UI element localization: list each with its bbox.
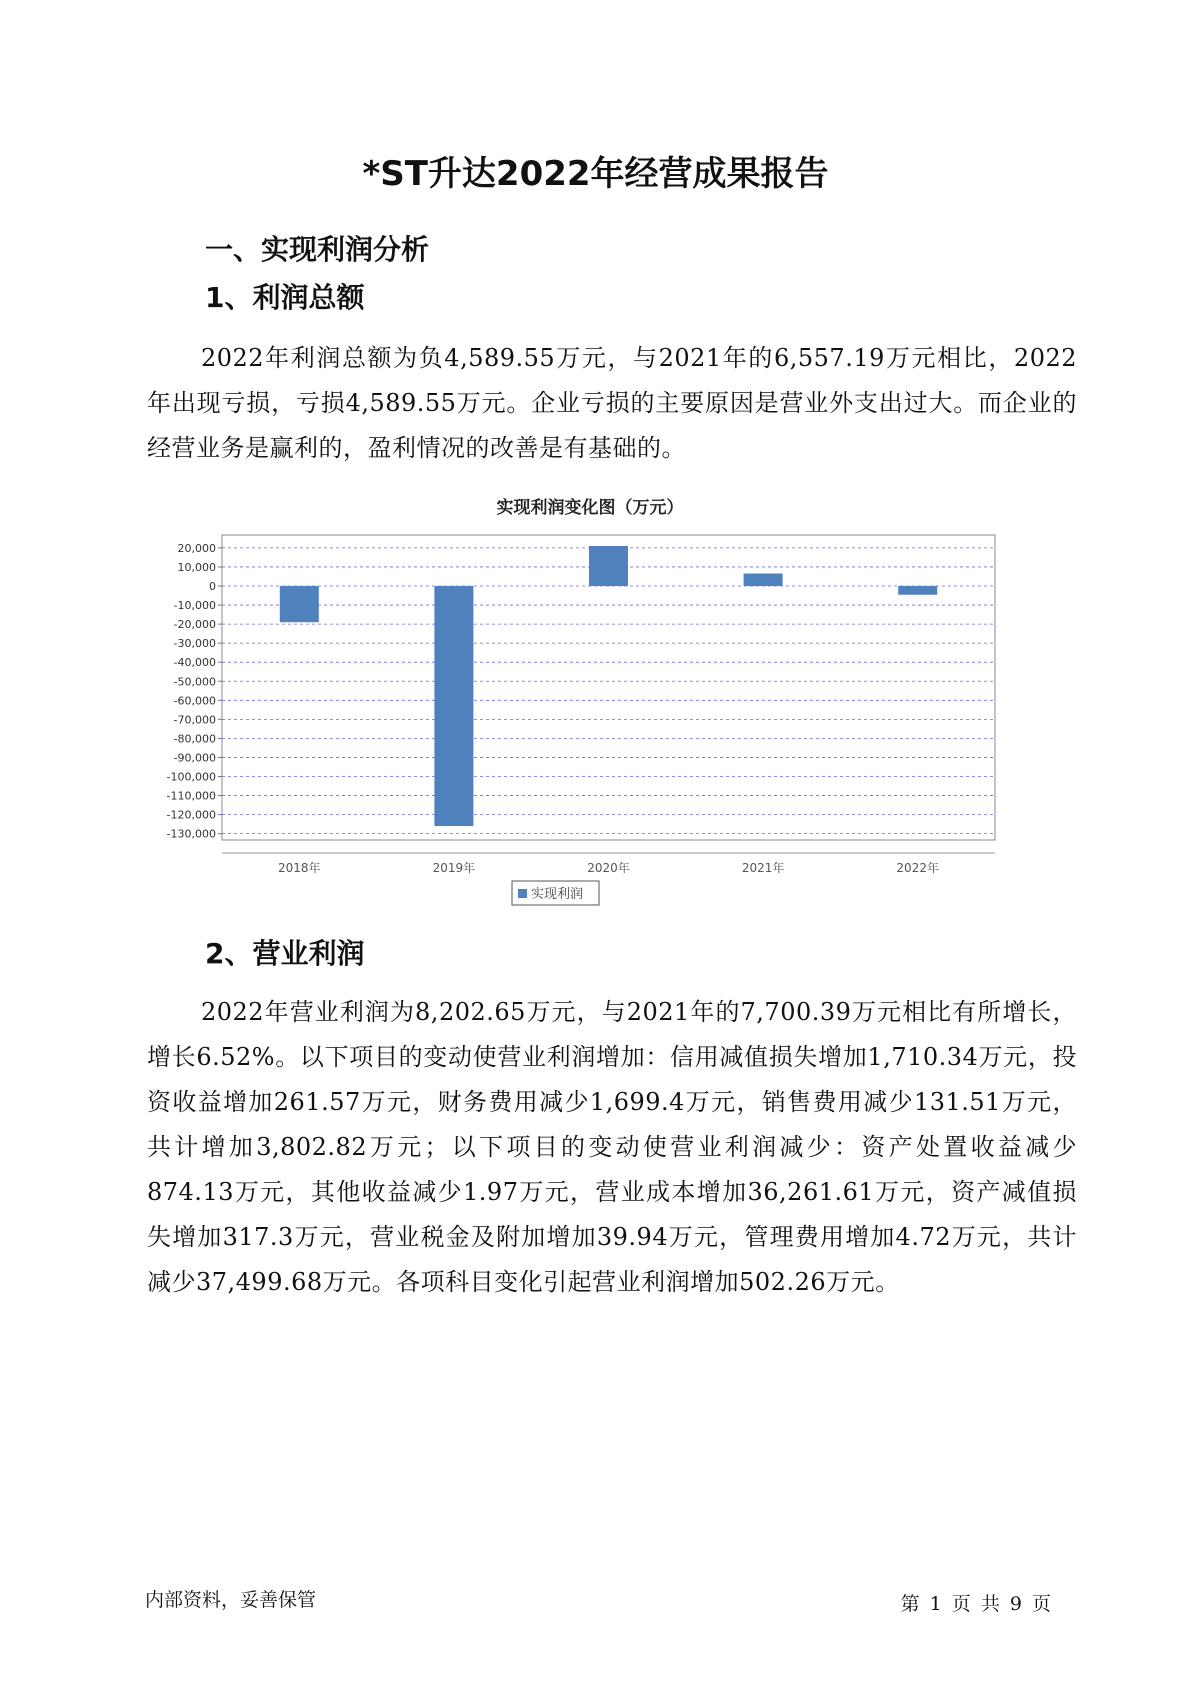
x-tick-label: 2022年: [896, 861, 939, 875]
subsection-heading-operating-profit: 2、营业利润: [205, 937, 365, 970]
legend-swatch: [518, 889, 527, 898]
y-tick-label: -70,000: [173, 713, 216, 727]
y-tick-label: 0: [209, 580, 216, 593]
footer-page-number: 第 1 页 共 9 页: [900, 1593, 1051, 1615]
subsection-heading-total-profit: 1、利润总额: [205, 281, 365, 314]
chart-title: 实现利润变化图（万元）: [496, 498, 684, 518]
operating-profit-paragraph: 2022年营业利润为8,202.65万元，与2021年的7,700.39万元相比有所增长，增长6.52%。以下项目的变动使营业利润增加：信用减值损失增加1,710.34万元，投资收益增加261.57万元，财务费用减少1,699.4万元，销售费用减少131.51万元，共计增加3,802.82万元；以下项目的变动使营业利润减少：资产处置收益减少874.13万元，其他收益减少1.97万元，营业成本增加36,261.61万元，资产减值损失增加317.3万元，营业税金及附加增加39.94万元，管理费用增加4.72万元，共计减少37,499.68万元。各项科目变化引起营业利润增加502.26万元。: [147, 998, 1077, 1296]
legend-label: 实现利润: [531, 887, 584, 902]
document-title: *ST升达2022年经营成果报告: [362, 154, 829, 194]
y-tick-label: -10,000: [173, 599, 216, 613]
profit-change-chart: [160, 495, 1020, 955]
y-tick-label: -90,000: [173, 751, 216, 765]
y-tick-label: -30,000: [173, 637, 216, 651]
y-tick-label: -120,000: [166, 808, 216, 822]
x-tick-label: 2018年: [278, 861, 321, 875]
y-tick-label: -50,000: [173, 675, 216, 689]
total-profit-paragraph: 2022年利润总额为负4,589.55万元，与2021年的6,557.19万元相比，2022年出现亏损，亏损4,589.55万元。企业亏损的主要原因是营业外支出过大。而企业的经营业务是赢利的，盈利情况的改善是有基础的。: [147, 344, 1077, 462]
footer-confidential-note: 内部资料，妥善保管: [145, 1589, 317, 1611]
bar: [898, 586, 937, 595]
y-tick-label: -80,000: [173, 732, 216, 746]
x-tick-label: 2021年: [741, 861, 785, 875]
section-heading-profit-analysis: 一、实现利润分析: [205, 233, 430, 266]
y-tick-label: -130,000: [166, 827, 216, 841]
bar: [744, 574, 783, 586]
y-tick-label: 20,000: [177, 541, 216, 555]
y-axis-tick-labels: [167, 542, 222, 841]
y-tick-label: -60,000: [173, 694, 216, 708]
bar: [280, 586, 319, 622]
y-tick-label: -110,000: [166, 789, 216, 803]
bar: [589, 546, 628, 586]
x-tick-label: 2020年: [587, 861, 630, 875]
y-tick-label: -100,000: [166, 770, 216, 784]
bar: [434, 586, 473, 826]
y-tick-label: -40,000: [173, 656, 216, 670]
x-tick-label: 2019年: [432, 861, 476, 875]
x-axis-tick-labels: [278, 860, 939, 875]
chart-legend: [512, 881, 599, 905]
y-tick-label: -20,000: [173, 618, 216, 632]
y-tick-label: 10,000: [177, 560, 216, 574]
